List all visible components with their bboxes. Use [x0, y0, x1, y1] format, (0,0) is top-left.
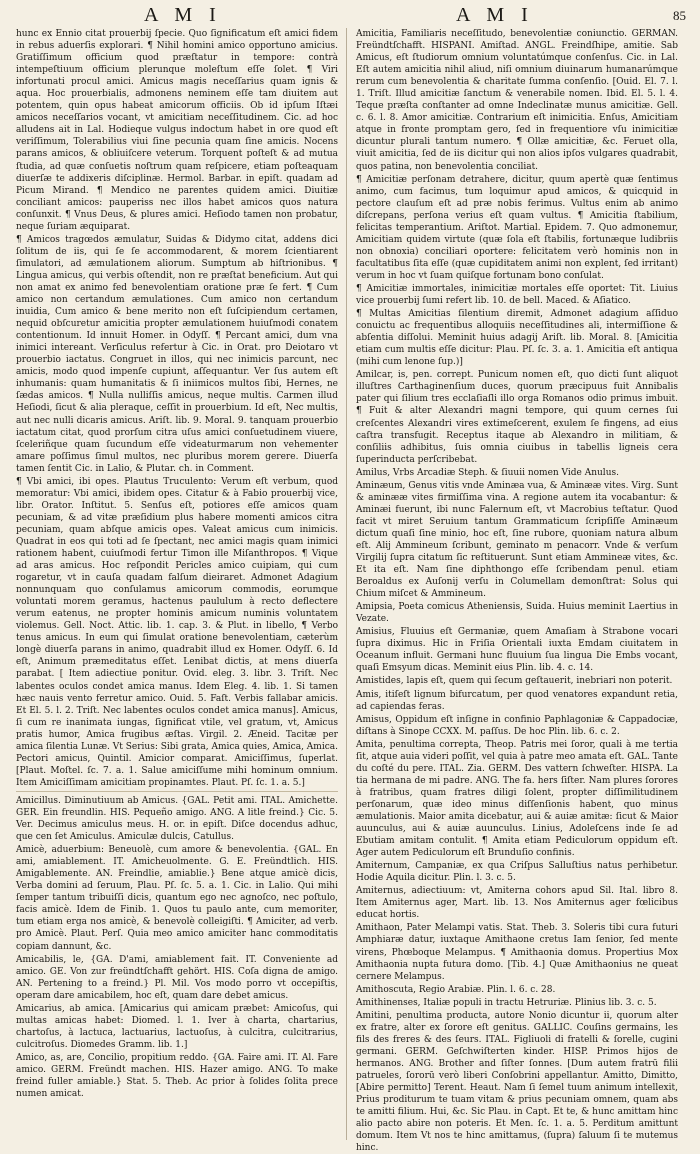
running-header — [16, 4, 686, 26]
dictionary-entry: Amithinenses, Italiæ populi in tractu Hetruriæ. Plinius lib. 3. c. 5. — [356, 997, 657, 1008]
dictionary-entry: Amipsia, Poeta comicus Atheniensis, Suida. Huius meminit Laertius in Vezate. — [356, 602, 678, 625]
dictionary-entry: Amisius, Fluuius eſt Germaniæ, quem Amaſiam à Strabone vocari ſupra diximus. Hic in Friſia Orientali iuxta Emdam ciuitatem in Oceanum influit. Germani hunc fluuium ſua lingua Die Embs vocant, quaſi Emsyum dicas. Meminit eius Plin. lib. 4. c. 14. — [356, 627, 678, 674]
dictionary-entry: Amita, penultima correpta, Theop. Patris mei ſoror, quali à me tertia ſit, atque auia videri poſſit, vel quia à patre meo amata eſt. GAL. Tante du coſté du pere. ITAL. Zia. GERM. Des vattern ſchweſter. HISPA. La tia hermana de mi padre. ANG. The fa. hers ſiſter. Nam plures ſorores à fratribus, quam fratres diligi ſolent, propter diſſimilitudinem perſonarum, quæ ideo minus diſſenſionis habent, quo minus æmulationis. Maior amita dicebatur, aui & auiæ amitæ: ſicut & Maior auunculus, aui & auiæ auunculus. Linius, Adoleſcens inde ſe ad Ebutiam amitam contulit. ¶ Amita etiam Pediculorum oppidum eſt. Ager autem Pediculorum eſt Brunduſio confinis. — [356, 739, 679, 859]
dictionary-entry: Amisus, Oppidum eſt inſigne in confinio Paphlagoniæ & Cappadociæ, diſtans à Sinope CCXX. M. paſſus. De hoc Plin. lib. 6. c. 2. — [356, 714, 678, 737]
dictionary-entry: Amilus, Vrbs Arcadiæ Steph. & ſiuuii nomen Vide Anulus. — [356, 467, 619, 478]
header-left-word: A M I — [144, 4, 222, 26]
left-column — [16, 28, 347, 1140]
dictionary-entry: Amithoscuta, Regio Arabiæ. Plin. l. 6. c. 28. — [356, 984, 556, 995]
dictionary-entry: ¶ Multas Amicitias ſilentium diremit, Admonet adagium aſſiduo conuictu ac frequentibus alloquiis neceſſitudines ali, intermiſſione & abſentia diſſolui. Meminit huius adagij Ariſt. lib. Moral. 8. [Amicitia etiam cum multis eſſe dicitur: Plau. Pſ. ſc. 3. a. 1. Amicitia eſt antiqua (mihi cum lenone ſup.)] — [356, 309, 678, 368]
dictionary-entry: Amistides, lapis eſt, quem qui ſecum geſtauerit, inebriari non poterit. — [356, 676, 673, 687]
dictionary-entry: Amicabilis, le, {GA. D'ami, amiablement fait. IT. Conveniente ad amico. GE. Von zur freündtſchafft gehört. HIS. Coſa digna de amigo. AN. Pertening to a freind.} Pl. Mil. Vos modo porro vt occepiſtis, operam dare amicabilem, hoc eſt, quam dare debet amicus. — [16, 954, 338, 1001]
dictionary-entry: ¶ Amicitiæ immortales, inimicitiæ mortales eſſe oportet: Tit. Liuius vice prouerbij ſumi refert lib. 10. de bell. Maced. & Aſiatico. — [356, 283, 678, 307]
dictionary-entry: ¶ Amicitiæ perſonam detrahere, dicitur, quum apertè quæ ſentimus animo, cum facimus, tum loquimur apud amicos, & quicquid in pectore clauſum eſt ad præ nobis ferimus. Vultus enim ab animo diſcrepans, perſona verius eſt quam vultus. ¶ Amicitia ſtabilium, felicitas temperantium. Ariſtot. Martial. Epidem. 7. Quo admonemur, Amicitiam quidem virtute (quæ ſola eſt ſtabilis, fortunæque ludibriis non obnoxia) conciliari oportere: felicitatem verò hominis non in facultatibus ſita eſſe (quæ cupiditatem animi non explent, ſed irritant) verum in hoc vt ſuam quiſque fortunam bono conſulat. — [356, 174, 678, 281]
dictionary-entry: Amiternum, Campaniæ, ex qua Criſpus Salluſtius natus perhibetur. Hodie Aquila dicitur. Plin. l. 3. c. 5. — [356, 861, 678, 884]
page-number: 85 — [673, 8, 686, 23]
dictionary-entry: Aminæum, Genus vitis vnde Aminæa vua, & Aminææ vites. Virg. Sunt & aminææ vites firmiſſima vina. A regione autem ita vocabantur: & Aminæi fuerunt, ibi nunc Falernum eſt, vt Macrobius teſtatur. Quod facit vt miret Seruium tantum Grammaticum ſcripſiſſe Aminæum dictum quaſi ſine minio, hoc eſt, ſine rubore, quoniam natura album eſt. Alij Ammineum ſcribunt, geminato m penacorr. Vnde & verſum Virgilij ſupra citatum ſic reſtituerunt. Sunt etiam Ammineæ vites, &c. Et ita eſt. Nam ſine diphthongo eſſe ſcribendam penul. etiam Beroaldus ex Auſonij verſu in Columellam demonſtrat: Solus qui Chium miſcet & Ammineum. — [356, 480, 678, 600]
dictionary-entry: Amicè, aduerbium: Beneuolè, cum amore & benevolentia. {GAL. En ami, amiablement. IT. Amicheuolmente. G. E. Freündtlich. HIS. Amigablemente. AN. Freindlie, amiablie.} Bene atque amicè dicis, Verba domini ad ſeruum, Plau. Pſ. ſc. 5. a. 1. Cic. in Lalio. Qui mihi ſemper tantum tribuiſſi dicis, quantum ego nec agnoſco, nec poſtulo, facis amicè. Idem de Finib. 1. Quos tu paulo ante, cum memoriter, tum etiam erga nos amicè, & benevolè colleigiſti. ¶ Amiciter, ad verb. pro Amicè. Plaut. Perſ. Quia meo amico amiciter hanc commoditatis copiam dannunt, &c. — [16, 845, 338, 952]
dictionary-entry: Amicarius, ab amica. [Amicarius qui amicam præbet: Amicoſus, qui multas amicas habet: Diomed. l. 1. Iver à charta, chartarius, chartoſus, à lactuca, lactuarius, lactuoſus, à culcitra, culcitrarius, culcitroſus. Diomedes Gramm. lib. 1.] — [16, 1003, 338, 1050]
dictionary-entry: Amicillus. Diminutiuum ab Amicus. {GAL. Petit ami. ITAL. Amichette. GER. Ein freundlin. HIS. Pequeño amigo. ANG. A litle freind.} Cic. 5. Ver. Decimus amiculus meus. H. or. in epiſt. Diſce docendus adhuc, que cen ſet Amiculus. Amiculæ dulcis, Catullus. — [16, 795, 338, 843]
dictionary-entry: Amilcar, is, pen. corrept. Punicum nomen eſt, quo dicti ſunt aliquot illuſtres Carthaginenſium duces, quorum præcipuus fuit Annibalis pater qui ſilium tres ecclaſiaſli illo orga Romanos odio primus imbuit. ¶ Fuit & alter Alexandri magni tempore, qui quum cernes ſui creſcentes Alexandri vires extimeſcerent, exulem ſe fingens, ad eius caſtra transfugit. Receptus itaque ab Alexandro in militiam, & conſiliis adhibitus, ſuis omnia ciuibus in tabellis ligneis cera ſuperinducta perſcribebat. — [356, 370, 678, 465]
text-columns — [16, 28, 686, 1154]
dictionary-entry: Amicitia, Familiaris neceſſitudo, benevolentiæ coniunctio. GERMAN. Freündtſchafft. HISPANI. Amiſtad. ANGL. Freindſhipe, amitie. Sab Amicus, eſt ſtudiorum omnium voluntatúmque conſenſus. Cic. in Lal. Eſt autem amicitia nihil aliud, niſi omnium diuinarum humanarúmque rerum cum benevolentia & charitate ſumma conſenſio. [Ouid. El. 7. l. 1. Triſt. Illud amicitiæ ſanctum & venerabile nomen. Ibid. El. 5. l. 4. Teque præſta conſtanter ad omne Indeclinatæ munus amicitiæ. Gell. c. 6. l. 8. Amor amicitiæ. Contrarium eſt inimicitia. Enſus, Amicitiam atque in fronte promptam gero, ſed in frequentiore vſu inimicitiæ dicuntur plurali tantum numero. ¶ Ollæ amicitiæ, &c. Feruet olla, viuit amicitia, ſed de iis dicitur qui non alios ipſos vulgares quadrabit, quos patina, non benevolentia conciliat. — [356, 29, 678, 172]
dictionary-entry: Amithaon, Pater Melampi vatis. Stat. Theb. 3. Soleris tibi cura futuri Amphiaræ datur, iuxtaque Amithaone cretus Iam ſenior, ſed mente virens, Phœboque Melampus. ¶ Amithaonia domus. Propertius Mox Amithaonia nupta futura domo. [Tib. 4.] Quæ Amithaonius ne queat cernere Melampus. — [356, 923, 678, 982]
header-right-word: A M I — [456, 4, 534, 26]
dictionary-entry: Amiternus, adiectiuum: vt, Amiterna cohors apud Sil. Ital. libro 8. Item Amiternus ager, Mart. lib. 13. Nos Amiternus ager fœlicibus educat hortis. — [356, 886, 678, 921]
dictionary-entry: Amitini, penultima producta, autore Nonio dicuntur ii, quorum alter ex fratre, alter ex ſorore eſt genitus. GALLIC. Couſins germains, les fils des freres & des ſeurs. ITAL. Figliuoli di fratelli & ſorelle, cugini germani. GERM. Geſchwiſterten kinder. HISP. Primos hijos de hermanos. ANG. Brother and ſiſter ſonnes. [Dum autem fratrū filii patrueles, ſororū verò liberi Conſobrini appellantur. Amitto, Dimitto, [Abire permitto] Terent. Heaut. Nam ſi ſemel tuum animum intellexit, Prius proditurum te tuam vitam & prius pecuniam omnem, quam abs te amitti filium. Hui, &c. Sic Plau. in Capt. Et te, & hunc amittam hinc alio pacto abire non poteris. Et Men. ſc. 1. a. 5. Perditum amittunt domum. Item Vt nos te hinc amittamus, (ſupra) ſaluum ſi te mutemus hinc. — [356, 1010, 678, 1154]
dictionary-entry: ¶ Vbi amici, ibi opes. Plautus Truculento: Verum eſt verbum, quod memoratur: Vbi amici, ibidem opes. Citatur & à Fabio prouerbij vice, libr. Orator. Inſtitut. 5. Senſus eſt, potiores eſſe amicos quam pecuniam, & ad vitæ præſidium plus habere momenti amicos citra pecuniam, quam abſque amicis opes. Valeat amicus cum inimicis. Quadrat in eos qui toti ad ſe ſpectant, nec amici magis quam inimici rationem habent, cuiuſmodi fertur Timon ille Miſanthropos. ¶ Vique ad aras amicus. Hoc reſpondit Pericles amico cuipiam, qui cum rogaretur, vt in cauſa quadam falſum dieiraret. Admonet Adagium nonnunquam quo conſulamus amicorum commodis, eorumque voluntati morem geramus, hactenus paululum à recto deflectere verum eatenus, ne propter hominis amicum numinis voluntatem violemus. Gell. Noct. Attic. lib. 1. cap. 3. & Plut. in libello, ¶ Verbo tenus amicus. In eum qui ſimulat orationе benevolentiam, cæterùm longè diuerſa parans in animo, quadrabit illud ex Homer. Odyſſ. 6. Id eſt, Animum præmeditatus eſſet. Lenibat dictis, at mens diuerſa parabat. [ Item adiectiue ponitur. Ovid. eleg. 3. libr. 3. Triſt. Nec labentes oculos condet amica manus. Idem Eleg. 4. lib. 1. Si tamen hæc nauis vento ferretur amico. Ouid. 5. Faſt. Verbis fallabar amicis. Et El. 5. l. 2. Triſt. Nec labentes oculos condet amica manus]. Amicus, ſi cum re inanimata iungas, ſignificat vtile, vel gratum, vt, Amicus pratis humor, Amica frugibus æſtas. Virgil. 2. Æneid. Tacitæ per amica ſilentia Lunæ. Vt Serius: Sibi grata, Amica quies, Amica, Amica. Pectori amicus, Quintil. Amicior comparat. Amiciſſimus, ſuperlat. [Plaut. Moſtel. ſc. 7. a. 1. Salue amiciſſume mihi hominum omnium. Item Amiciſſimam amicitiam propinamtes. Plaut. Pſ. ſc. 1. a. 5.] — [16, 476, 338, 788]
dictionary-entry: hunc ex Ennio citat prouerbij ſpecie. Quo ſignificatum eſt amici fidem in rebus aduerſis explorari. ¶ Nihil homini amico opportuno amicius. Gratiſſimum officium quod præſtatur in tempore: contrà intempeſtiuum officium plerunque moleſtum eſſe ſolet. ¶ Viri infortunati procul amici. Amicus magis neceſſarius quam ignis & aqua. Hoc prouerbialis, admonens neminem eſſe tam diuitem aut potentem, quin opus habeat amicorum officiis. Ob id ipſum Iſtæi amicos neceſſarios vocant, vt amicitiam neceſſitudinem. Cic. ad hoc alludens ait in Lal. Hodieque vulgus indoctum habet in ore quod eſt veriſſimum, Tolerabilius viui ſine pecunia quam ſine amicis. Nocens parans amicos, & obliuiſcere veterum. Torquent poſteſt & ad mutua ſtudia, ad quæ conſuetis noſtrum quam reſpicere, etiam poſteaquam diuerſæ te addixeris diſciplinæ. Hermol. Barbar. in epiſt. quadam ad Picum Mirand. ¶ Mendico ne parentes quidem amici. Diuitiæ conciliant amicos: pauperiss nec illos habet amicos quos natura conſunxit. ¶ Vnus Deus, & plures amici. Heſiodo tamen non probatur, neque ſuriam æquiparat. — [16, 29, 338, 232]
entry-divider — [16, 791, 338, 792]
dictionary-entry: Amico, as, are, Concilio, propitium reddo. {GA. Faire ami. IT. Al. Fare amico. GERM. Freündt machen. HIS. Hazer amigo. ANG. To make freind fuller amiable.} Stat. 5. Theb. Ac prior à ſolides ſolita prece numen amicat. — [16, 1052, 338, 1100]
dictionary-entry: ¶ Amicos tragœdos æmulatur, Suidas & Didymo citat, addens dici ſolitum de iis, qui ſe ſe accommodarent, & morem ſcientiarent ſimulatori, ad æmulationem aliorum. Sumptum ab hiſtrionibus. ¶ Lingua amicus, qui verbis oſtendit, non re præſtat beneficium. Aut qui non amat ex animo fed benevolentiam oratione præ ſe fert. ¶ Cum amico non certandum æmulationes. Cum amico non certandum inuidia, Cum amico & bene merito non eſt ſuſcipiendum certamen, nequid obſcuretur amicitia propter æmulationem huiuſmodi conatem contentionum. Id innuit Homer. in Odyſſ. ¶ Percant amici, dum vna inimici intereant. Verſiculus refertur à Cic. in Orat. pro Deiotaro vt prouerbio iactatus. Congruet in illos, qui nec inimicis parcunt, nec amicis, modo quod impenſe cupiunt, aſſequantur. Ver ſus autem eſt inhumanis: quam humanitatis & ſi iniimicos multos ſibi, Hernes, ne ſædas amicos. ¶ Nulla nulliſſis amicus, neque multis. Carmen illud Heſiodi, ſicut & alia pleraque, ceſſit in prouerbium. Id eſt, Nec multis, aut nec nulli dicaris amicus. Ariſt. lib. 9. Moral. 9. tanquam prouerbio iactatum citat, quod prorſum citra uſus amici conſuetudinem viuere, ſceleriñque quam ſucundum eſſe videaturmarum non vehementer amare poſſimus ſimul multos, nec pluribus morem gerere. Diuerſa tamen ſentit Cic. in Lalio, & Plutar. ch. in Comment. — [16, 234, 338, 474]
dictionary-entry: Amis, itiſeſt lignum bifurcatum, per quod venatores expandunt retia, ad capiendas feras. — [356, 689, 678, 712]
right-column — [347, 28, 679, 1154]
